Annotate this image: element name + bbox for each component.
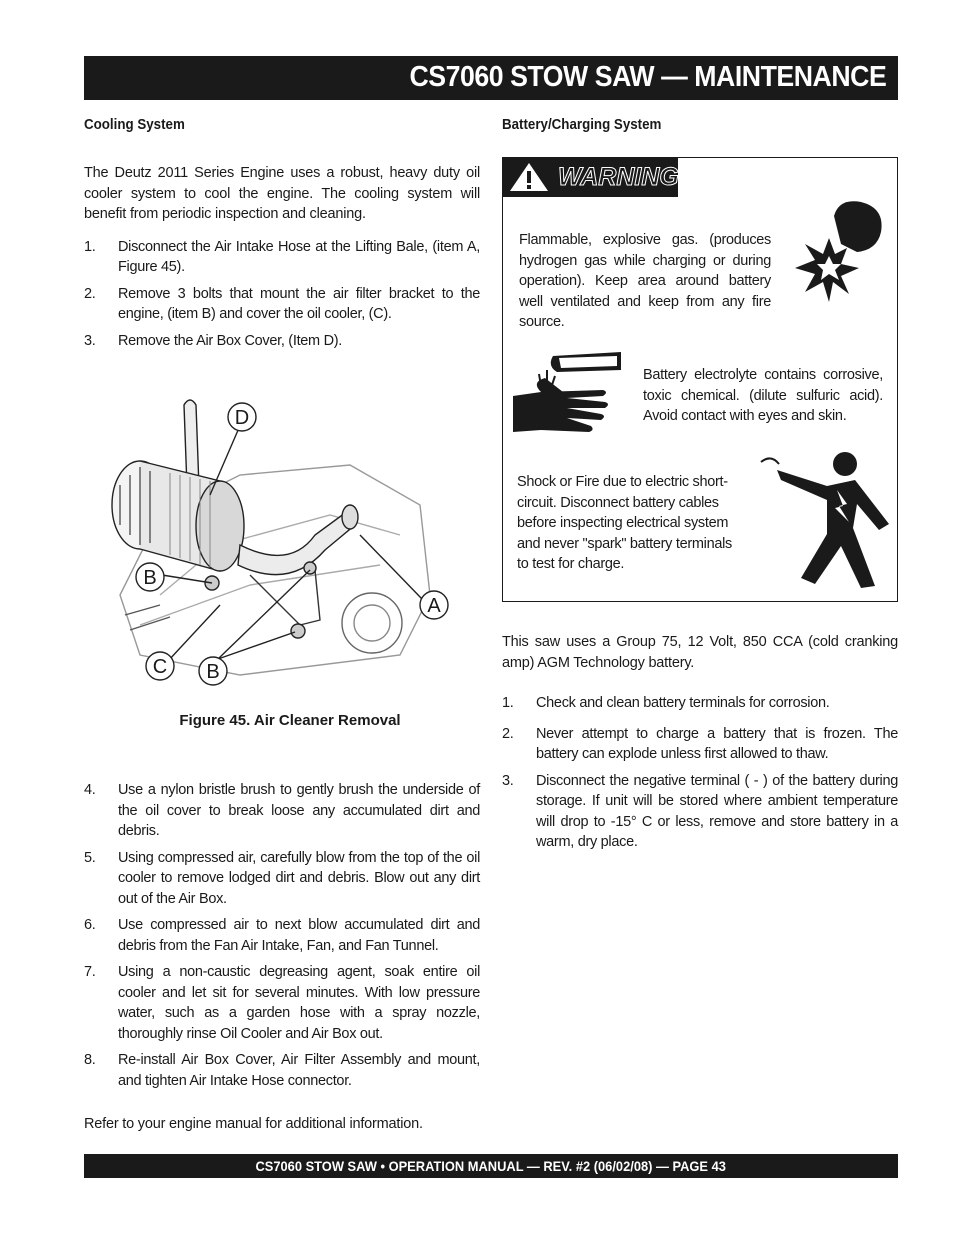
cooling-steps-part-1 bbox=[84, 237, 480, 352]
warning-triangle-icon bbox=[508, 161, 550, 193]
step-text: Disconnect the negative terminal ( - ) of the battery during storage. If unit will be stored where ambient temperature will drop to -15° C or less, remove and store battery in a warm, dry place. bbox=[536, 772, 898, 850]
corrosive-hand-icon bbox=[511, 346, 621, 436]
step-number: 1. bbox=[502, 695, 514, 711]
warning-gas-text: Flammable, explosive gas. (produces hydrogen gas while charging or during operation). Keep area around battery well ventilated and keep from any fire source. bbox=[519, 232, 771, 330]
page-title-bar bbox=[84, 56, 898, 100]
engine-manual-reference: Refer to your engine manual for additional information. bbox=[84, 1116, 423, 1132]
step-item bbox=[502, 724, 898, 765]
cooling-steps-continued bbox=[84, 780, 480, 1097]
electric-shock-icon bbox=[757, 450, 893, 590]
warning-shock-text: Shock or Fire due to electric short-circuit. Disconnect battery cables before inspecting electrical system and never "spark" battery terminals to test for charge. bbox=[517, 474, 732, 572]
cooling-steps-part-2 bbox=[84, 780, 480, 1091]
step-text: Disconnect the Air Intake Hose at the Lifting Bale, (item A, Figure 45). bbox=[118, 238, 480, 275]
step-text: Remove 3 bolts that mount the air filter bracket to the engine, (item B) and cover the oil cooler, (C). bbox=[118, 285, 480, 322]
step-number: 7. bbox=[84, 964, 96, 980]
step-text: Use compressed air to next blow accumulated dirt and debris from the Fan Air Intake, Fan, and Fan Tunnel. bbox=[118, 917, 480, 954]
label-b-upper: B bbox=[143, 567, 157, 589]
step-text: Using compressed air, carefully blow from the top of the oil cooler to remove lodged dirt and debris. Blow out any dirt out of the Air Box. bbox=[118, 849, 480, 907]
step-number: 8. bbox=[84, 1052, 96, 1068]
explosion-icon bbox=[789, 198, 889, 308]
warning-acid-text: Battery electrolyte contains corrosive, toxic chemical. (dilute sulfuric acid). Avoid contact with eyes and skin. bbox=[643, 367, 883, 424]
step-text: Check and clean battery terminals for corrosion. bbox=[536, 695, 830, 711]
step-text: Re-install Air Box Cover, Air Filter Assembly and mount, and tighten Air Intake Hose connector. bbox=[118, 1052, 480, 1089]
step-item bbox=[84, 780, 480, 842]
step-item bbox=[84, 331, 480, 352]
label-c: C bbox=[152, 656, 168, 678]
step-text: Using a non-caustic degreasing agent, soak entire oil cooler and let sit for several minutes. With low pressure water, such as a garden hose with a spray nozzle, thoroughly rinse Oil Cooler and Air Box out. bbox=[118, 964, 480, 1042]
step-number: 2. bbox=[502, 725, 514, 742]
battery-heading: Battery/Charging System bbox=[502, 117, 662, 133]
step-item bbox=[84, 962, 480, 1044]
cooling-intro: The Deutz 2011 Series Engine uses a robust, heavy duty oil cooler system to cool the engine. The cooling system will benefit from periodic inspection and cleaning. bbox=[84, 165, 480, 222]
step-item bbox=[84, 915, 480, 956]
label-d: D bbox=[234, 407, 250, 429]
step-item bbox=[84, 237, 480, 278]
step-item bbox=[84, 848, 480, 910]
battery-section bbox=[502, 117, 898, 133]
warning-banner bbox=[502, 157, 678, 197]
warning-box bbox=[502, 157, 898, 602]
step-number: 1. bbox=[84, 238, 96, 255]
page-footer bbox=[84, 1154, 898, 1178]
battery-info-block bbox=[502, 632, 898, 859]
warning-label: WARNING bbox=[558, 163, 679, 191]
battery-steps bbox=[502, 693, 898, 853]
step-number: 3. bbox=[84, 332, 96, 349]
figure-caption: Figure 45. Air Cleaner Removal bbox=[179, 712, 401, 729]
step-item bbox=[502, 771, 898, 853]
step-text: Remove the Air Box Cover, (Item D). bbox=[118, 332, 342, 349]
step-item bbox=[84, 284, 480, 325]
step-number: 6. bbox=[84, 917, 96, 933]
step-number: 4. bbox=[84, 782, 96, 798]
step-item bbox=[84, 1050, 480, 1091]
cooling-system-section bbox=[84, 117, 480, 357]
label-b-lower: B bbox=[206, 661, 220, 683]
step-item bbox=[502, 693, 898, 714]
battery-info: This saw uses a Group 75, 12 Volt, 850 CCA (cold cranking amp) AGM Technology battery. bbox=[502, 634, 898, 671]
step-number: 3. bbox=[502, 772, 514, 789]
step-number: 5. bbox=[84, 849, 96, 866]
step-number: 2. bbox=[84, 285, 96, 302]
air-cleaner-figure bbox=[100, 395, 460, 695]
footer-text: CS7060 STOW SAW • OPERATION MANUAL — REV. #2 (06/02/08) — PAGE 43 bbox=[255, 1158, 727, 1174]
step-text: Use a nylon bristle brush to gently brush the underside of the oil cover to break loose any accumulated dirt and debris. bbox=[118, 782, 480, 839]
page-title: CS7060 STOW SAW — MAINTENANCE bbox=[409, 61, 886, 93]
air-cleaner-illustration bbox=[100, 395, 460, 695]
label-a: A bbox=[427, 595, 441, 617]
step-text: Never attempt to charge a battery that is frozen. The battery can explode unless first allowed to thaw. bbox=[536, 725, 898, 762]
cooling-system-heading: Cooling System bbox=[84, 117, 185, 133]
